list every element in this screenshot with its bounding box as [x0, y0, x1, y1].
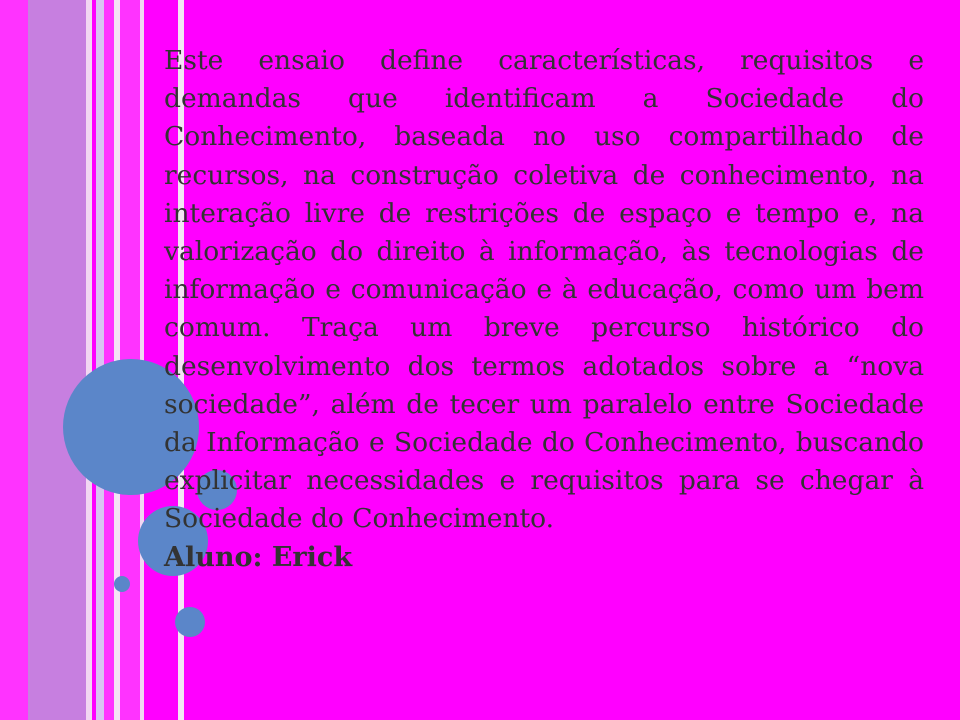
slide-content: [164, 42, 924, 577]
decor-circle-bottom: [175, 607, 205, 637]
decor-circle-tiny: [114, 576, 130, 592]
author-line: Aluno: Erick: [164, 541, 353, 573]
abstract-text: Este ensaio define características, requisitos e demandas que identificam a Sociedade do Conhecimento, baseada no uso compartilhado de recursos, na construção coletiva de conhecimento, na interação livre de restrições de espaço e tempo e, na valorização do direito à informação, às tecnologias de informação e comunicação e à educação, como um bem comum. Traça um breve percurso histórico do desenvolvimento dos termos adotados sobre a “nova sociedade”, além de tecer um paralelo entre Sociedade da Informação e Sociedade do Conhecimento, buscando explicitar necessidades e requisitos para se chegar à Sociedade do Conhecimento.: [164, 45, 924, 535]
decor-stripe-2: [28, 0, 86, 720]
decor-stripe-6: [104, 0, 114, 720]
decor-stripe-5: [96, 0, 104, 720]
decor-stripe-1: [0, 0, 28, 720]
